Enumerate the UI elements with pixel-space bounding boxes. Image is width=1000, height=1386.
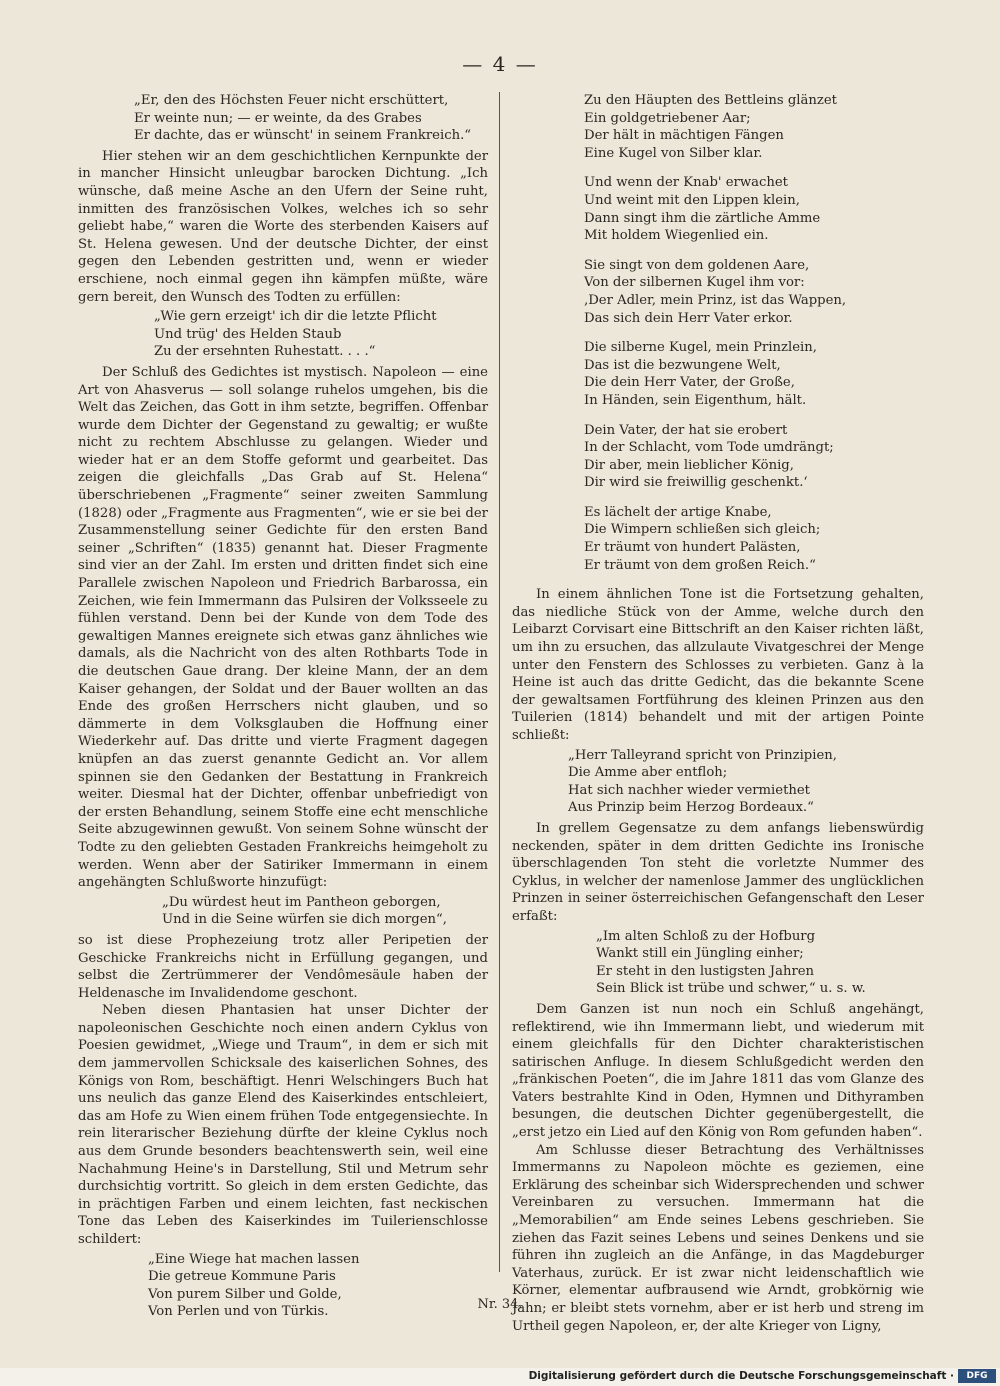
paragraph: In einem ähnlichen Tone ist die Fortsetzung gehalten, das niedliche Stück von der Amme, welche durch den Leibarzt Corvisart eine Bittschrift an den Kaiser richten läßt, um ihn zu ersuchen, das allzulaute Vivatgeschrei der Menge unter den Fenstern des Schlosses zu verbieten. Ganz à la Heine ist auch das dritte Gedicht, das die bekannte Scene der gewaltsamen Fortführung des kleinen Prinzen aus den Tuilerien (1814) behandelt und mit der artigen Pointe schließt: xyxy=(512,587,924,743)
verse-line: „Wie gern erzeigt' ich dir die letzte Pflicht xyxy=(154,309,437,325)
verse-line: Der hält in mächtigen Fängen xyxy=(584,128,784,144)
paragraph: Neben diesen Phantasien hat unser Dichter der napoleonischen Geschichte noch einen andern Cyklus von Poesien gewidmet, „Wiege und Traum“, in dem er sich mit dem jammervollen Schicksale des kaiserlichen Sohnes, des Königs von Rom, beschäftigt. Henri Welschingers Buch hat uns neulich das ganze Elend des Kaiserkindes entschleiert, das am Hofe zu Wien einem frühen Tode entgegensiechte. In rein literarischer Beziehung dürfte der kleine Cyklus noch aus dem Grunde besonders beachtenswerth sein, weil eine Nachahmung Heine's in Darstellung, Stil und Metrum sehr durchsichtig vortritt. So gleich in dem ersten Gedichte, das in prächtigen Farben und einem leichten, fast neckischen Tone das Leben des Kaiserkindes im Tuilerienschlosse schildert: xyxy=(78,1003,488,1247)
verse-line: Die Wimpern schließen sich gleich; xyxy=(584,522,821,538)
verse-line: „Du würdest heut im Pantheon geborgen, xyxy=(162,894,441,910)
verse-line: Dann singt ihm die zärtliche Amme xyxy=(584,210,821,226)
verse-line: In Händen, sein Eigenthum, hält. xyxy=(584,392,807,408)
verse-line: Die Amme aber entfloh; xyxy=(568,765,728,781)
footer-bar xyxy=(0,1368,1000,1386)
verse-line: Von purem Silber und Golde, xyxy=(148,1286,342,1302)
verse-quote-5 xyxy=(512,747,924,817)
poem-stanzas xyxy=(512,92,924,574)
verse-line: Und trüg' des Helden Staub xyxy=(154,326,342,342)
verse-line: Und wenn der Knab' erwachet xyxy=(584,175,788,191)
verse-line: „Eine Wiege hat machen lassen xyxy=(148,1251,360,1267)
column-divider xyxy=(499,92,500,1272)
verse-line: Er dachte, das er wünscht' in seinem Frankreich.“ xyxy=(134,128,472,144)
verse-line: Die dein Herr Vater, der Große, xyxy=(584,375,795,391)
verse-line: ‚Der Adler, mein Prinz, ist das Wappen, xyxy=(584,292,847,308)
verse-line: Zu den Häupten des Bettleins glänzet xyxy=(584,93,837,108)
verse-line: „Im alten Schloß zu der Hofburg xyxy=(596,928,816,944)
verse-line: Die silberne Kugel, mein Prinzlein, xyxy=(584,340,817,356)
paragraph: In grellem Gegensatze zu dem anfangs liebenswürdig neckenden, später in dem dritten Gedichte ins Ironische überschlagenden Ton steht die vorletzte Nummer des Cyklus, in welcher der namenlose Jammer des unglücklichen Prinzen in seiner österreichischen Gefangenschaft den Leser erfaßt: xyxy=(512,820,924,924)
verse-line: Dein Vater, der hat sie erobert xyxy=(584,422,788,438)
stanza xyxy=(584,339,924,409)
left-column xyxy=(78,90,488,1324)
verse-line: Wankt still ein Jüngling einher; xyxy=(596,946,804,962)
verse-line: Die getreue Kommune Paris xyxy=(148,1269,336,1285)
verse-line: Und in die Seine würfen sie dich morgen“, xyxy=(162,912,447,928)
verse-line: Zu der ersehnten Ruhestatt. . . .“ xyxy=(154,344,376,360)
dfg-logo-icon: DFG xyxy=(958,1369,996,1383)
verse-quote-6 xyxy=(512,928,924,998)
page-number: — 4 — xyxy=(462,52,538,76)
verse-line: Und weint mit den Lippen klein, xyxy=(584,192,800,208)
verse-line: Mit holdem Wiegenlied ein. xyxy=(584,228,769,244)
verse-line: Dir wird sie freiwillig geschenkt.‘ xyxy=(584,475,808,491)
verse-quote-2 xyxy=(78,308,488,361)
verse-quote-3 xyxy=(78,894,488,929)
verse-line: Ein goldgetriebener Aar; xyxy=(584,110,751,126)
verse-line: Aus Prinzip beim Herzog Bordeaux.“ xyxy=(568,800,814,816)
right-column xyxy=(512,90,924,1335)
stanza xyxy=(584,92,924,162)
verse-line: Von der silbernen Kugel ihm vor: xyxy=(584,275,805,291)
verse-line: „Herr Talleyrand spricht von Prinzipien, xyxy=(568,747,837,763)
verse-line: Er weinte nun; — er weinte, da des Grabes xyxy=(134,110,422,126)
verse-line: Das ist die bezwungene Welt, xyxy=(584,357,781,373)
verse-line: Er träumt von hundert Palästen, xyxy=(584,540,801,556)
paragraph: Am Schlusse dieser Betrachtung des Verhältnisses Immermanns zu Napoleon möchte es geziemen, eine Erklärung des scheinbar sich Widersprechenden und schwer Vereinbaren zu versuchen. Immermann hat die „Memorabilien“ am Ende seines Lebens geschrieben. Sie ziehen das Fazit seines Lebens und seines Denkens und sie führen ihn zugleich an die Anfänge, in das Magdeburger Vaterhaus, zurück. Er ist zwar nicht leidenschaftlich wie Körner, elementar aufbrausend wie Arndt, grobkörnig wie Jahn; er bleibt stets vornehm, aber er ist herb und streng im Urtheil gegen Napoleon, er, der alte Krieger von Ligny, xyxy=(512,1142,924,1334)
verse-quote-1 xyxy=(78,92,488,145)
paragraph: Dem Ganzen ist nun noch ein Schluß angehängt, reflektirend, wie ihn Immermann liebt, und wiederum mit einem gleichfalls für den Dichter charakteristischen satirischen Anfluge. In diesem Schlußgedicht werden den „fränkischen Poeten“, die im Jahre 1811 das vom Glanze des Vaters bestrahlte Kind in Oden, Hymnen und Dithyramben besungen, die deutschen Dichter gegenübergestellt, die „erst jetzo ein Lied auf den König von Rom gefunden haben“. xyxy=(512,1001,924,1141)
paragraph: so ist diese Prophezeiung trotz aller Peripetien der Geschicke Frankreichs nicht in Erfüllung gegangen, und selbst die Zertrümmerer der Vendômesäule haben der Heldenasche im Invalidendome geschont. xyxy=(78,932,488,1001)
issue-number: Nr. 34. xyxy=(477,1297,523,1312)
stanza xyxy=(584,257,924,327)
stanza xyxy=(584,422,924,492)
verse-line: In der Schlacht, vom Tode umdrängt; xyxy=(584,440,834,456)
verse-line: Hat sich nachher wieder vermiethet xyxy=(568,782,810,798)
stanza xyxy=(584,504,924,574)
verse-line: Er träumt von dem großen Reich.“ xyxy=(584,557,816,573)
verse-line: Er steht in den lustigsten Jahren xyxy=(596,963,815,979)
stanza xyxy=(584,174,924,244)
verse-line: Dir aber, mein lieblicher König, xyxy=(584,457,794,473)
verse-line: Das sich dein Herr Vater erkor. xyxy=(584,310,793,326)
verse-line: Es lächelt der artige Knabe, xyxy=(584,504,772,520)
verse-line: Sein Blick ist trübe und schwer,“ u. s. w. xyxy=(596,981,866,997)
verse-line: Sie singt von dem goldenen Aare, xyxy=(584,257,810,273)
verse-line: „Er, den des Höchsten Feuer nicht erschüttert, xyxy=(134,93,449,108)
verse-line: Von Perlen und von Türkis. xyxy=(148,1304,329,1320)
paragraph: Hier stehen wir an dem geschichtlichen Kernpunkte der in mancher Hinsicht unleugbar barocken Dichtung. „Ich wünsche, daß meine Asche an den Ufern der Seine ruht, inmitten des französischen Volkes, welches ich so sehr geliebt habe,“ waren die Worte des sterbenden Kaisers auf St. Helena gewesen. Und der deutsche Dichter, der einst gegen den Lebenden gestritten und, wenn er wieder erschiene, noch einmal gegen ihn kämpfen müßte, wäre gern bereit, den Wunsch des Todten zu erfüllen: xyxy=(78,148,488,305)
verse-line: Eine Kugel von Silber klar. xyxy=(584,145,763,161)
footer-credit: Digitalisierung gefördert durch die Deutsche Forschungsgemeinschaft · xyxy=(528,1370,954,1382)
paragraph: Der Schluß des Gedichtes ist mystisch. Napoleon — eine Art von Ahasverus — soll solange ruhelos umgehen, bis die Welt das Zeichen, das Gott in ihm setzte, begriffen. Offenbar wurde dem Dichter der Gegenstand zu gewaltig; er wußte nicht zu rechtem Abschlusse zu gelangen. Wieder und wieder hat er an dem Stoffe geformt und gearbeitet. Das zeigen die gleichfalls „Das Grab auf St. Helena“ überschriebenen „Fragmente“ seiner zweiten Sammlung (1828) oder „Fragmente aus Fragmenten“, wie er sie bei der Zusammenstellung seiner Gedichte für den ersten Band seiner „Schriften“ (1835) genannt hat. Dieser Fragmente sind vier an der Zahl. Im ersten und dritten findet sich eine Parallele zwischen Napoleon und Friedrich Barbarossa, ein Zeichen, wie fein Immermann das Pulsiren der Volksseele zu fühlen verstand. Denn bei der Kunde von dem Tode des gewaltigen Mannes ereignete sich etwas ganz ähnliches wie damals, als die Nachricht von des alten Rothbarts Tode in die deutschen Gaue drang. Der kleine Mann, der an dem Kaiser gehangen, der Soldat und der Bauer wollten an das Ende des großen Herrschers nicht glauben, und so dämmerte in dem Volksglauben die Hoffnung einer Wiederkehr auf. Das dritte und vierte Fragment dagegen knüpfen an das zuerst genannte Gedicht an. Vor allem spinnen sie den Gedanken der Bestattung in Frankreich weiter. Diesmal hat der Dichter, offenbar unbefriedigt von der ersten Behandlung, seinem Stoffe eine echt menschliche Seite abzugewinnen gewußt. Von seinem Sohne wünscht der Todte zu den geliebten Gestaden Frankreichs heimgeholt zu werden. Wenn aber der Satiriker Immermann in einem angehängten Schlußworte hinzufügt: xyxy=(78,364,488,891)
